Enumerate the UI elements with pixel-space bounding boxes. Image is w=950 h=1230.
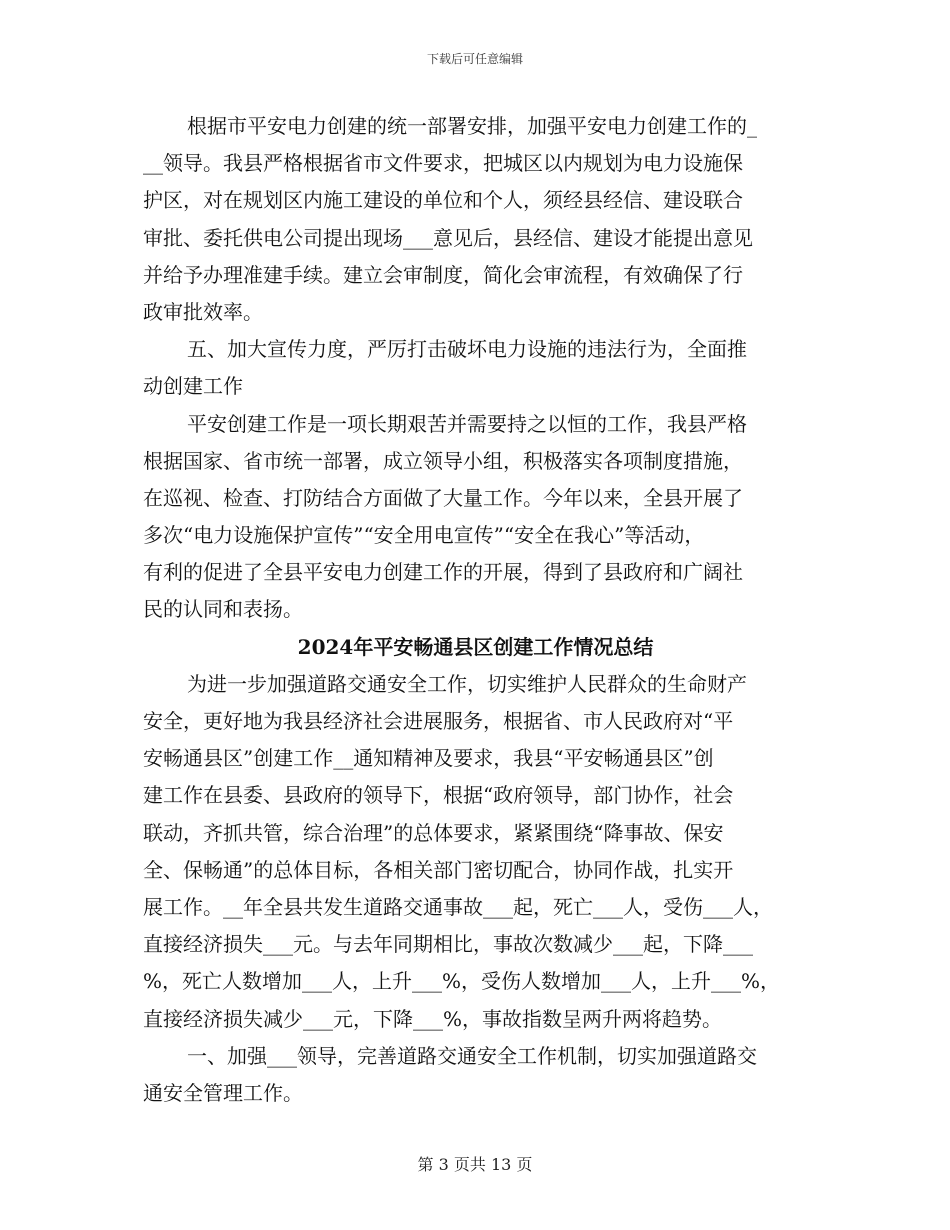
text-line: %，死亡人数增加___人，上升___%，受伤人数增加___人，上升___%， xyxy=(143,969,781,994)
document-body xyxy=(143,108,808,1112)
section-heading-line: 动创建工作 xyxy=(143,374,243,399)
text-line: 根据市平安电力创建的统一部署安排，加强平安电力创建工作的_ xyxy=(187,114,757,138)
text-line: 直接经济损失___元。与去年同期相比，事故次数减少___起，下降___ xyxy=(143,932,753,957)
text-line: 安全，更好地为我县经济社会进展服务，根据省、市人民政府对“平 xyxy=(143,709,734,733)
text-line: 在巡视、检查、打防结合方面做了大量工作。今年以来，全县开展了 xyxy=(143,485,743,510)
text-line: 展工作。__年全县共发生道路交通事故___起，死亡___人，受伤___人， xyxy=(143,894,773,919)
text-line: 全、保畅通”的总体目标，各相关部门密切配合，协同作战，扎实开 xyxy=(143,857,734,882)
text-line: 建工作在县委、县政府的领导下，根据“政府领导，部门协作，社会 xyxy=(143,783,734,808)
text-line: 为进一步加强道路交通安全工作，切实维护人民群众的生命财产 xyxy=(187,671,747,696)
text-line: 政审批效率。 xyxy=(143,299,263,324)
text-line: 护区，对在规划区内施工建设的单位和个人，须经县经信、建设联合 xyxy=(143,188,743,213)
page-footer: 第 3 页共 13 页 xyxy=(417,1155,533,1174)
text-line: 有利的促进了全县平安电力创建工作的开展，得到了县政府和广阔社 xyxy=(143,560,743,585)
section-heading-line: 五、加大宣传力度，严厉打击破坏电力设施的违法行为，全面推 xyxy=(187,337,747,362)
text-line: 平安创建工作是一项长期艰苦并需要持之以恒的工作，我县严格 xyxy=(187,411,747,436)
text-line: 直接经济损失减少___元，下降___%，事故指数呈两升两将趋势。 xyxy=(143,1006,723,1031)
page-header: 下载后可任意编辑 xyxy=(426,52,523,66)
section-heading-line: 一、加强___领导，完善道路交通安全工作机制，切实加强道路交 xyxy=(187,1043,757,1068)
text-line: __领导。我县严格根据省市文件要求，把城区以内规划为电力设施保 xyxy=(143,151,743,176)
text-line: 安畅通县区”创建工作__通知精神及要求，我县“平安畅通县区”创 xyxy=(143,746,714,771)
text-line: 联动，齐抓共管，综合治理”的总体要求，紧紧围绕“降事故、保安 xyxy=(143,820,724,845)
text-line: 审批、委托供电公司提出现场___意见后，县经信、建设才能提出意见 xyxy=(143,225,753,250)
text-line: 并给予办理准建手续。建立会审制度，简化会审流程，有效确保了行 xyxy=(143,262,743,287)
text-line: 多次“电力设施保护宣传”“安全用电宣传”“安全在我心”等活动， xyxy=(143,523,705,548)
text-line: 民的认同和表扬。 xyxy=(143,597,303,622)
section-heading-line: 通安全管理工作。 xyxy=(143,1080,303,1105)
text-line: 根据国家、省市统一部署，成立领导小组，积极落实各项制度措施， xyxy=(143,448,743,473)
document-title: 2024年平安畅通县区创建工作情况总结 xyxy=(297,634,654,659)
